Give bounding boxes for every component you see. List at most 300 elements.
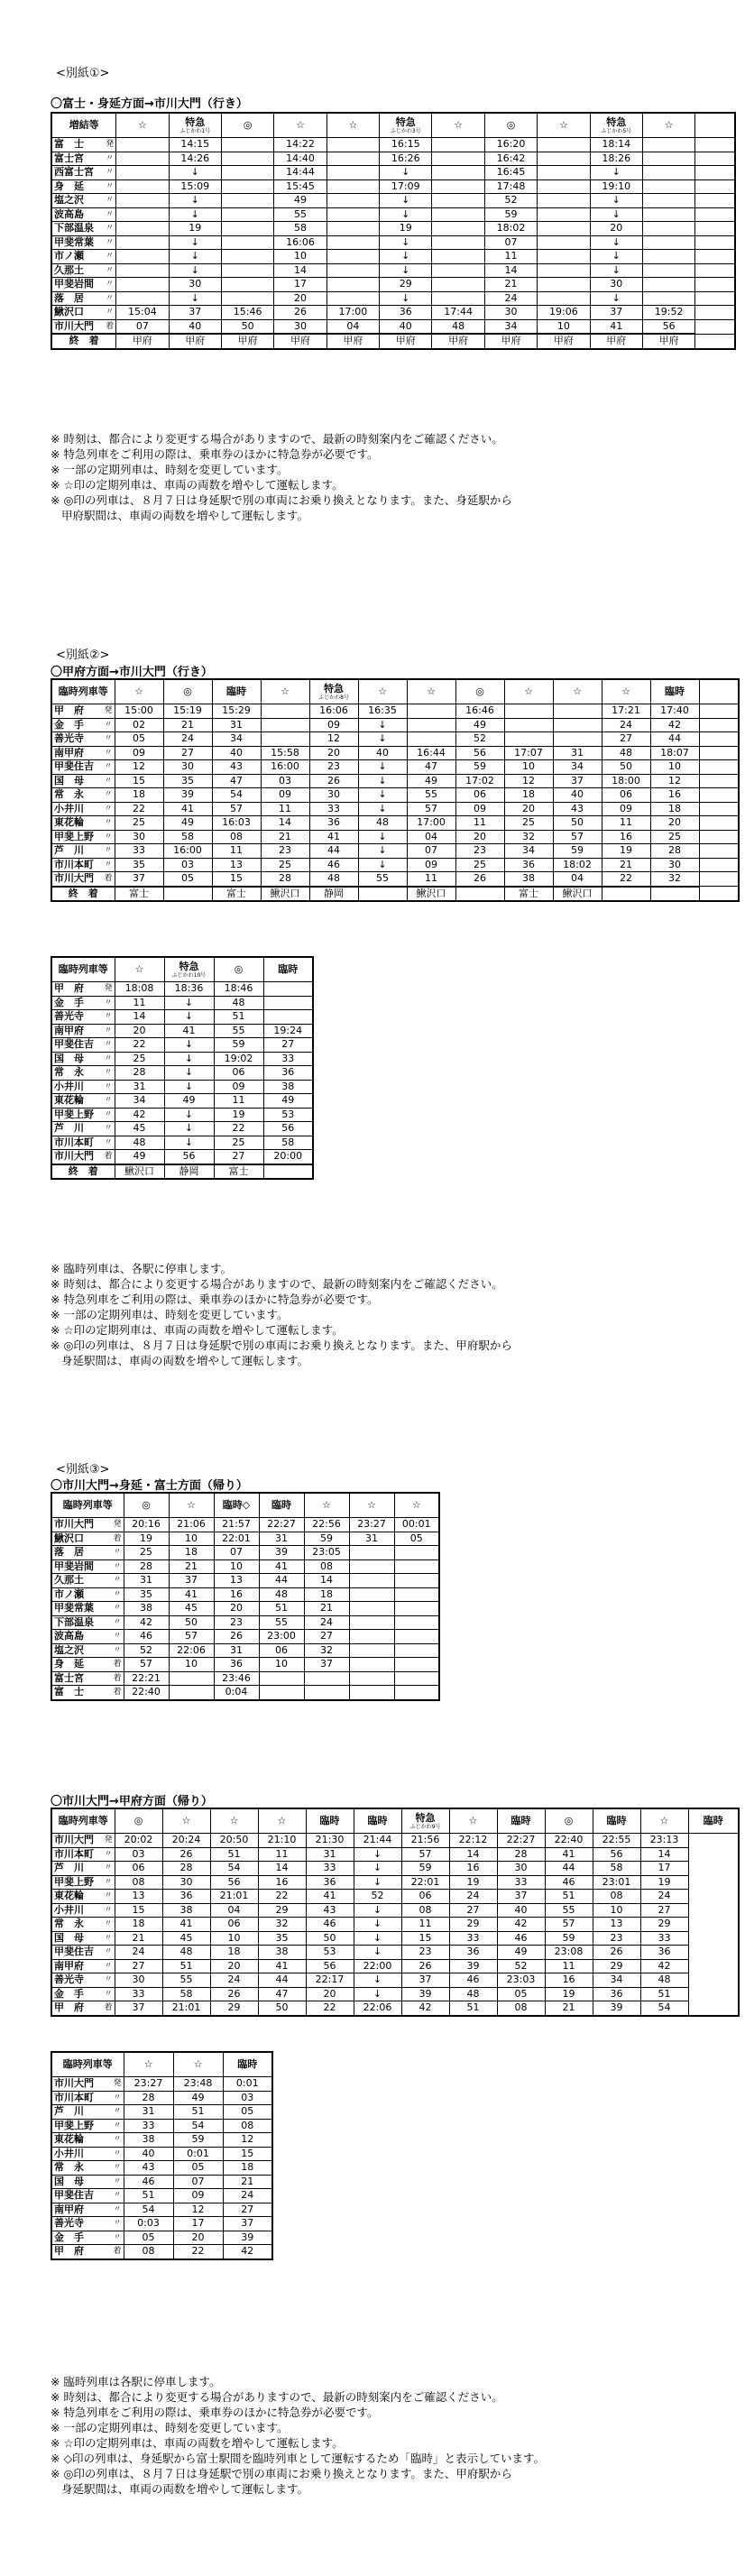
time-cell: 43	[306, 1903, 354, 1918]
destination-cell	[358, 887, 407, 902]
time-cell: 09	[455, 802, 504, 816]
time-cell: 23:05	[304, 1546, 349, 1560]
time-cell: 17:48	[484, 179, 537, 194]
time-cell	[259, 1671, 304, 1686]
station-suffix: 発	[113, 2079, 122, 2089]
station-cell	[51, 2077, 124, 2092]
time-cell: 51	[124, 2189, 173, 2203]
header-cell	[51, 113, 116, 138]
time-cell: 48	[309, 872, 358, 887]
station-suffix: 〃	[106, 293, 115, 303]
time-cell: ↓	[169, 263, 221, 278]
time-cell: 22:01	[401, 1875, 449, 1890]
time-cell: ↓	[590, 250, 642, 264]
time-cell: 25	[650, 830, 699, 844]
station-name: 甲斐住吉	[54, 2189, 94, 2202]
time-cell: 07	[116, 319, 169, 334]
table-row	[51, 718, 739, 732]
time-cell	[327, 152, 379, 166]
header-label: 臨時	[237, 2058, 258, 2070]
header-cell	[545, 1808, 593, 1834]
time-cell	[538, 166, 590, 180]
header-label: ☆	[137, 119, 147, 131]
time-cell: 12	[504, 774, 553, 788]
time-cell: 18:02	[484, 222, 537, 236]
time-cell: 12	[223, 2133, 272, 2148]
header-cell	[590, 113, 642, 138]
station-cell	[51, 1587, 124, 1602]
time-cell: 22:56	[304, 1518, 349, 1532]
time-cell	[394, 1546, 439, 1560]
header-sublabel: ふじかわ3号	[390, 127, 421, 134]
time-cell: ↓	[169, 166, 221, 180]
table-row	[51, 1630, 439, 1644]
time-cell: 32	[258, 1918, 306, 1932]
time-cell	[394, 1630, 439, 1644]
time-cell: 36	[214, 1658, 259, 1672]
station-suffix: 〃	[106, 196, 115, 206]
time-cell: 17:44	[432, 306, 484, 320]
time-cell: 42	[124, 1615, 169, 1630]
time-cell: 30	[163, 760, 212, 775]
time-cell	[432, 152, 484, 166]
header-cell	[115, 679, 163, 704]
time-cell: 48	[640, 1973, 688, 1988]
time-cell: 06	[401, 1890, 449, 1904]
time-cell: 12	[650, 774, 699, 788]
time-cell: 22:06	[169, 1643, 214, 1658]
time-cell: 22:55	[593, 1834, 640, 1848]
time-cell	[116, 194, 169, 208]
header-cell	[642, 113, 694, 138]
station-cell	[51, 1518, 124, 1532]
section3-notes	[51, 2374, 545, 2497]
time-cell: 13	[214, 1574, 259, 1588]
time-cell: 23:13	[640, 1834, 688, 1848]
time-cell: 35	[163, 774, 212, 788]
time-cell: 48	[358, 816, 407, 831]
station-cell	[51, 2147, 124, 2161]
table-row	[51, 2161, 272, 2176]
time-cell: 21:57	[214, 1518, 259, 1532]
time-cell: 17	[173, 2217, 223, 2231]
time-cell: 28	[261, 872, 309, 887]
note-line: ※ 時刻は、都合により変更する場合がありますので、最新の時刻案内をご確認ください。	[51, 432, 503, 446]
time-cell: 12	[115, 760, 163, 775]
header-sublabel: ふじかわ5号	[601, 127, 632, 134]
time-cell: 37	[115, 2001, 162, 2016]
station-cell	[51, 1150, 115, 1164]
header-cell	[650, 679, 699, 704]
table-row	[51, 2001, 739, 2016]
time-cell	[394, 1686, 439, 1700]
header-label: 特急	[395, 115, 416, 128]
time-cell	[394, 1602, 439, 1616]
table-row	[51, 291, 735, 306]
time-cell: 02	[115, 718, 163, 732]
station-suffix: 〃	[106, 252, 115, 262]
time-cell: 20	[455, 830, 504, 844]
time-cell: 50	[602, 760, 650, 775]
destination-cell: 甲府	[274, 334, 327, 349]
time-cell: 19:24	[263, 1024, 313, 1038]
time-cell	[553, 732, 602, 747]
header-cell	[51, 1808, 115, 1834]
time-cell: 10	[504, 760, 553, 775]
time-cell	[538, 278, 590, 292]
header-cell	[358, 679, 407, 704]
station-suffix: 〃	[113, 1561, 122, 1571]
table-row	[51, 816, 739, 831]
time-cell: 43	[124, 2161, 173, 2176]
note-line: 身延駅間は、車両の両数を増やして運転します。	[61, 2482, 309, 2496]
time-cell: 13	[115, 1890, 162, 1904]
time-cell: 38	[124, 1602, 169, 1616]
station-name: 甲斐上野	[54, 1108, 94, 1120]
section3-timetable	[51, 1492, 440, 1701]
station-cell	[51, 1643, 124, 1658]
time-cell: 37	[115, 872, 163, 887]
time-cell: 54	[210, 1862, 258, 1876]
time-cell	[394, 1658, 439, 1672]
time-cell: ↓	[380, 263, 432, 278]
time-cell: 25	[504, 816, 553, 831]
note-line: ※ ◇印の列車は、身延駅から富士駅間を臨時列車として運転するため「臨時」と表示しています。	[51, 2452, 546, 2465]
station-suffix: 〃	[104, 1053, 113, 1063]
time-cell	[221, 166, 273, 180]
header-label: ☆	[296, 119, 305, 131]
time-cell: 19	[602, 844, 650, 859]
time-cell: 37	[497, 1890, 545, 1904]
time-cell	[327, 222, 379, 236]
final-destination-row	[51, 1164, 313, 1180]
time-cell: 40	[553, 788, 602, 803]
time-cell: 44	[650, 732, 699, 747]
station-cell	[51, 1136, 115, 1150]
table-row	[51, 1559, 439, 1574]
time-cell: 19:52	[642, 306, 694, 320]
time-cell: 41	[306, 1890, 354, 1904]
table-row	[51, 746, 739, 760]
time-cell: 14	[274, 263, 327, 278]
time-cell: ↓	[590, 291, 642, 306]
station-suffix: 〃	[106, 209, 115, 219]
table-row	[51, 1658, 439, 1672]
time-cell: 38	[504, 872, 553, 887]
time-cell: 22:12	[449, 1834, 497, 1848]
time-cell: 18:26	[590, 152, 642, 166]
time-cell: 57	[401, 1847, 449, 1862]
time-cell: 31	[349, 1532, 394, 1546]
table-row	[51, 1052, 313, 1066]
section3-title: 〇市川大門→身延・富士方面（帰り）	[51, 1479, 248, 1493]
time-cell	[642, 291, 694, 306]
header-label: 特急	[179, 960, 199, 972]
station-name: 国 母	[54, 1052, 84, 1064]
time-cell: 14	[484, 263, 537, 278]
station-cell	[51, 2105, 124, 2120]
time-cell: 0:03	[124, 2217, 173, 2231]
time-cell	[263, 1010, 313, 1025]
time-cell: ↓	[358, 844, 407, 859]
time-cell: 28	[124, 1559, 169, 1574]
station-suffix: 〃	[104, 1961, 113, 1971]
time-cell	[261, 732, 309, 747]
station-suffix: 〃	[106, 153, 115, 163]
station-suffix: 着	[104, 1152, 113, 1162]
time-cell: 49	[173, 2091, 223, 2105]
destination-cell: 甲府	[327, 334, 379, 349]
header-cell	[162, 1808, 210, 1834]
time-cell	[263, 996, 313, 1010]
station-suffix: 〃	[104, 1040, 113, 1050]
time-cell	[327, 207, 379, 222]
time-cell: 21:56	[401, 1834, 449, 1848]
time-cell	[538, 138, 590, 152]
time-cell: 48	[432, 319, 484, 334]
time-cell	[349, 1587, 394, 1602]
time-cell: 40	[497, 1903, 545, 1918]
time-cell: 15	[115, 774, 163, 788]
time-cell: 38	[263, 1080, 313, 1094]
station-suffix: 発	[104, 1835, 113, 1845]
header-label: 臨時列車等	[58, 963, 108, 975]
station-suffix: 〃	[104, 1933, 113, 1943]
note-line: ※ ☆印の定期列車は、車両の両数を増やして運転します。	[51, 1323, 344, 1337]
station-name: 波高島	[54, 207, 84, 220]
time-cell: 51	[173, 2105, 223, 2120]
time-cell: 15	[115, 1903, 162, 1918]
table-row	[51, 1959, 739, 1973]
time-cell: 07	[173, 2175, 223, 2189]
section1-timetable	[51, 112, 736, 350]
time-cell: 17:07	[504, 746, 553, 760]
station-name: 善光寺	[54, 732, 84, 745]
header-row	[51, 1808, 739, 1834]
station-cell	[51, 1080, 115, 1094]
header-label: 特急	[324, 682, 344, 695]
time-cell: 26	[455, 872, 504, 887]
time-cell: 24	[115, 1946, 162, 1960]
header-label: 臨時	[665, 685, 685, 697]
header-label: 特急	[415, 1811, 436, 1824]
destination-cell: 鰍沢口	[407, 887, 455, 902]
station-name: 善光寺	[54, 1973, 84, 1986]
time-cell: 48	[162, 1946, 210, 1960]
time-cell: 15	[223, 2147, 272, 2161]
header-cell	[221, 113, 273, 138]
time-cell: 05	[115, 732, 163, 747]
time-cell: 36	[593, 1987, 640, 2001]
time-cell: 27	[602, 732, 650, 747]
header-label: ☆	[193, 2058, 203, 2070]
header-cell	[116, 113, 169, 138]
table-row	[51, 2217, 272, 2231]
time-cell: 39	[401, 1987, 449, 2001]
header-cell	[263, 957, 313, 982]
time-cell: 23	[261, 844, 309, 859]
station-name: 東花輪	[54, 816, 84, 829]
time-cell	[538, 152, 590, 166]
time-cell: 47	[258, 1987, 306, 2001]
header-label: 臨時	[703, 1815, 723, 1826]
time-cell: ↓	[590, 166, 642, 180]
time-cell: ↓	[164, 1066, 214, 1081]
time-cell: 08	[223, 2119, 272, 2133]
station-name: 小井川	[54, 1080, 84, 1092]
time-cell: 10	[538, 319, 590, 334]
time-cell: 57	[553, 830, 602, 844]
station-cell	[51, 1602, 124, 1616]
time-cell: 07	[214, 1546, 259, 1560]
station-name: 市ノ瀬	[54, 250, 84, 262]
station-cell	[51, 746, 115, 760]
time-cell: 11	[407, 872, 455, 887]
station-suffix: 〃	[104, 720, 113, 730]
station-suffix: 〃	[104, 1947, 113, 1957]
time-cell: 52	[497, 1959, 545, 1973]
time-cell: 36	[640, 1946, 688, 1960]
table-row	[51, 1024, 313, 1038]
table-row	[51, 1150, 313, 1164]
time-cell: 19	[214, 1108, 263, 1122]
header-label: ☆	[229, 1815, 239, 1826]
section2-notes	[51, 1261, 512, 1368]
section2-label: <別紙②>	[56, 649, 110, 662]
time-cell: 14	[115, 1010, 164, 1025]
destination-cell: 富士	[212, 887, 261, 902]
time-cell: 16:35	[358, 704, 407, 719]
time-cell: 24	[304, 1615, 349, 1630]
station-name: 甲斐住吉	[54, 1946, 94, 1958]
station-cell	[51, 222, 116, 236]
station-cell	[51, 1615, 124, 1630]
time-cell: 47	[407, 760, 455, 775]
time-cell: 20	[214, 1602, 259, 1616]
time-cell	[432, 194, 484, 208]
time-cell: 58	[593, 1862, 640, 1876]
time-cell: 26	[162, 1847, 210, 1862]
time-cell	[538, 222, 590, 236]
header-cell	[349, 1493, 394, 1518]
final-destination-row	[51, 887, 739, 902]
time-cell: 16	[258, 1875, 306, 1890]
time-cell	[221, 235, 273, 250]
time-cell: ↓	[380, 194, 432, 208]
station-suffix: 〃	[104, 1975, 113, 1985]
time-cell: 10	[259, 1658, 304, 1672]
time-cell: 14	[304, 1574, 349, 1588]
station-suffix: 〃	[113, 1645, 122, 1655]
time-cell: 27	[640, 1903, 688, 1918]
time-cell: 26	[401, 1959, 449, 1973]
station-cell	[51, 1010, 115, 1025]
destination-cell: 富士	[214, 1164, 263, 1180]
time-cell	[327, 291, 379, 306]
note-line: 甲府駅間は、車両の両数を増やして運転します。	[61, 509, 309, 522]
time-cell: 40	[169, 319, 221, 334]
time-cell	[263, 982, 313, 997]
time-cell	[349, 1630, 394, 1644]
time-cell: 25	[261, 858, 309, 872]
time-cell: 16:06	[309, 704, 358, 719]
station-suffix: 〃	[113, 1604, 122, 1614]
header-cell	[432, 113, 484, 138]
station-suffix: 〃	[104, 1012, 113, 1022]
table-row	[51, 2077, 272, 2092]
time-cell	[538, 179, 590, 194]
time-cell: 42	[640, 1959, 688, 1973]
time-cell: 26	[210, 1987, 258, 2001]
time-cell: 06	[602, 788, 650, 803]
time-cell: 58	[162, 1987, 210, 2001]
header-cell	[380, 113, 432, 138]
time-cell: 12	[309, 732, 358, 747]
time-cell: 39	[593, 2001, 640, 2016]
time-cell	[642, 222, 694, 236]
table-row	[51, 1671, 439, 1686]
table-row	[51, 138, 735, 152]
station-name: 鰍沢口	[54, 306, 84, 318]
time-cell: 18:02	[553, 858, 602, 872]
time-cell: ↓	[169, 291, 221, 306]
time-cell: 34	[504, 844, 553, 859]
time-cell: 0:04	[214, 1686, 259, 1700]
time-cell: 26	[309, 774, 358, 788]
station-name: 甲斐上野	[54, 2119, 94, 2131]
station-cell	[51, 2203, 124, 2217]
note-line: ※ ◎印の列車は、８月７日は身延駅で別の車両にお乗り換えとなります。また、身延駅から	[51, 493, 512, 507]
time-cell: 15	[401, 1931, 449, 1946]
station-suffix: 着	[106, 321, 115, 331]
destination-cell: 鰍沢口	[261, 887, 309, 902]
time-cell: 06	[210, 1918, 258, 1932]
station-name: 南甲府	[54, 2203, 84, 2215]
station-cell	[51, 2231, 124, 2245]
time-cell: 29	[640, 1918, 688, 1932]
time-cell: 23	[401, 1946, 449, 1960]
time-cell: 19	[380, 222, 432, 236]
note-line: ※ 特急列車をご利用の際は、乗車券のほかに特急券が必要です。	[51, 1293, 379, 1306]
note-line: ※ 臨時列車は、各駅に停車します。	[51, 1262, 232, 1275]
station-name: 金 手	[54, 2231, 84, 2243]
time-cell	[699, 788, 739, 803]
time-cell	[394, 1587, 439, 1602]
station-cell	[51, 774, 115, 788]
time-cell: 23:48	[173, 2077, 223, 2092]
time-cell: 22:21	[124, 1671, 169, 1686]
time-cell: 16:03	[212, 816, 261, 831]
time-cell: 20:50	[210, 1834, 258, 1848]
time-cell: 34	[484, 319, 537, 334]
table-row	[51, 306, 735, 320]
table-row	[51, 844, 739, 859]
time-cell: 15:09	[169, 179, 221, 194]
destination-cell	[263, 1164, 313, 1180]
station-name: 甲斐住吉	[54, 760, 94, 773]
station-cell	[51, 263, 116, 278]
station-cell	[51, 1024, 115, 1038]
time-cell: 42	[497, 1918, 545, 1932]
time-cell: 05	[497, 1987, 545, 2001]
time-cell: 21	[115, 1931, 162, 1946]
time-cell: 30	[590, 278, 642, 292]
time-cell	[327, 166, 379, 180]
time-cell: 09	[214, 1080, 263, 1094]
header-label: ◎	[475, 685, 484, 697]
header-cell	[124, 2052, 173, 2077]
time-cell: 41	[164, 1024, 214, 1038]
